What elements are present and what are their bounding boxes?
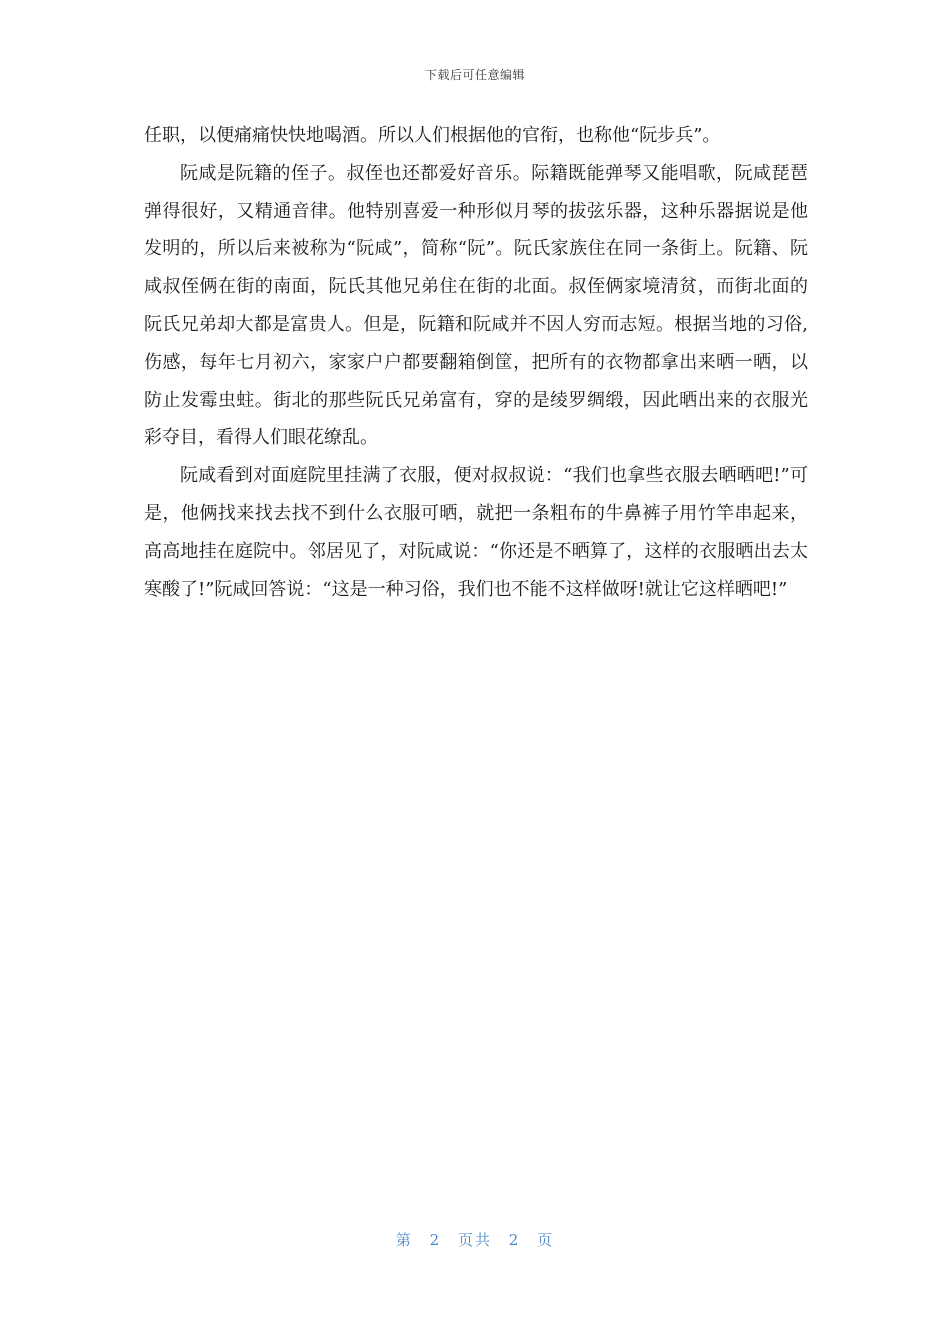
paragraph-3: 阮咸看到对面庭院里挂满了衣服，便对叔叔说：“我们也拿些衣服去晒晒吧!”可是，他俩找来找去找不到什么衣服可晒，就把一条粗布的牛鼻裤子用竹竿串起来，高高地挂在庭院中。邻居见了，对阮咸说：“你还是不晒算了，这样的衣服晒出去太寒酸了!”阮咸回答说：“这是一种习俗，我们也不能不这样做呀!就让它这样晒吧!” xyxy=(144,465,808,600)
paragraph-1: 任职，以便痛痛快快地喝酒。所以人们根据他的官衔，也称他“阮步兵”。 xyxy=(144,125,721,146)
document-body xyxy=(144,117,808,608)
paragraph-2: 阮咸是阮籍的侄子。叔侄也还都爱好音乐。际籍既能弹琴又能唱歌，阮咸琵琶弹得很好，又精通音律。他特别喜爱一种形似月琴的拔弦乐器，这种乐器据说是他发明的，所以后来被称为“阮咸”，简称“阮”。阮氏家族住在同一条街上。阮籍、阮咸叔侄俩在街的南面，阮氏其他兄弟住在街的北面。叔侄俩家境清贫，而街北面的阮氏兄弟却大都是富贵人。但是，阮籍和阮咸并不因人穷而志短。根据当地的习俗,伤感，每年七月初六，家家户户都要翻箱倒筐，把所有的衣物都拿出来晒一晒，以防止发霉虫蛀。街北的那些阮氏兄弟富有，穿的是绫罗绸缎，因此晒出来的衣服光彩夺目，看得人们眼花缭乱。 xyxy=(144,162,808,449)
page-header: 下载后可任意编辑 xyxy=(424,68,525,82)
page-footer: 第 2 页共 2 页 xyxy=(395,1231,555,1249)
